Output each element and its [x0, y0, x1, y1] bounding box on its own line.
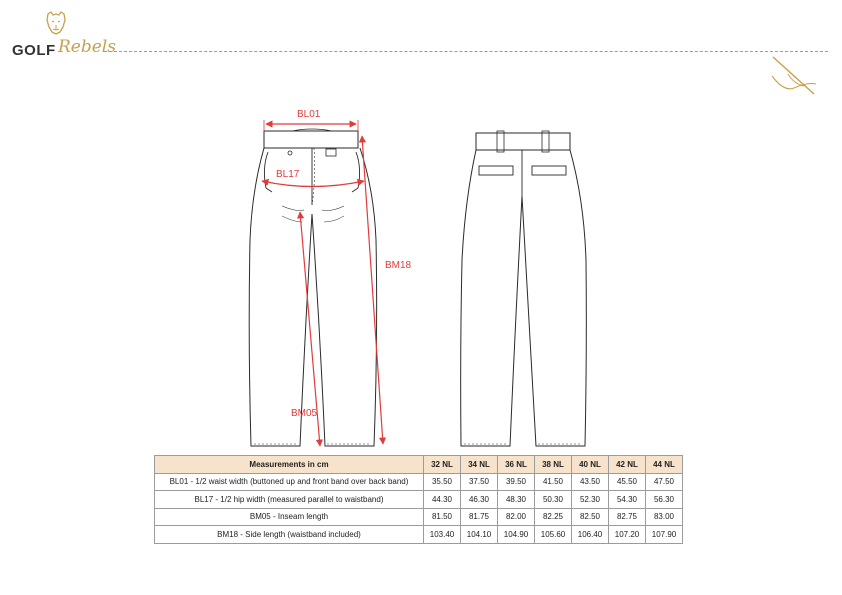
measurement-value: 46.30 [461, 491, 498, 509]
measurement-value: 45.50 [609, 473, 646, 491]
dimension-labels [276, 109, 412, 419]
measurement-value: 43.50 [572, 473, 609, 491]
hip-label: BL17 [276, 169, 300, 180]
back-pocket-left [479, 166, 513, 175]
measurement-value: 54.30 [609, 491, 646, 509]
table-row [155, 473, 683, 491]
size-header: 42 NL [609, 456, 646, 474]
measurement-value: 82.50 [572, 508, 609, 526]
measurement-value: 41.50 [535, 473, 572, 491]
back-waistband [476, 133, 570, 150]
measurement-value: 106.40 [572, 526, 609, 544]
measurement-value: 50.30 [535, 491, 572, 509]
front-waistband [264, 131, 358, 148]
measurement-value: 37.50 [461, 473, 498, 491]
measurement-value: 44.30 [424, 491, 461, 509]
size-header: 40 NL [572, 456, 609, 474]
back-view [461, 131, 587, 446]
back-trouser-outline [461, 150, 587, 446]
measurement-value: 48.30 [498, 491, 535, 509]
front-trouser-outline [249, 148, 376, 446]
size-header: 34 NL [461, 456, 498, 474]
measurement-value: 81.75 [461, 508, 498, 526]
table-row [155, 508, 683, 526]
brand-golf-text: GOLF [12, 42, 56, 59]
measurement-value: 83.00 [646, 508, 683, 526]
table-row [155, 526, 683, 544]
measurement-label: BM05 - Inseam length [155, 508, 424, 526]
measurement-value: 82.75 [609, 508, 646, 526]
measurement-value: 107.20 [609, 526, 646, 544]
measurement-value: 104.10 [461, 526, 498, 544]
table-row [155, 491, 683, 509]
measurement-value: 103.40 [424, 526, 461, 544]
measurement-value: 107.90 [646, 526, 683, 544]
measurement-value: 104.90 [498, 526, 535, 544]
measurement-value: 47.50 [646, 473, 683, 491]
inseam-label: BM05 [291, 408, 318, 419]
measurement-value: 56.30 [646, 491, 683, 509]
brand-rebels-text: Rebels [58, 37, 116, 57]
measurement-value: 52.30 [572, 491, 609, 509]
table-header-row [155, 456, 683, 474]
side-length-label: BM18 [385, 260, 412, 271]
hip-dimension-line [262, 181, 364, 187]
measurement-value: 105.60 [535, 526, 572, 544]
measurement-label: BL17 - 1/2 hip width (measured parallel to waistband) [155, 491, 424, 509]
measurement-value: 39.50 [498, 473, 535, 491]
measurement-value: 35.50 [424, 473, 461, 491]
front-view [249, 129, 376, 446]
waist-label: BL01 [297, 109, 321, 120]
side-length-dimension-line [362, 136, 383, 444]
measurement-value: 81.50 [424, 508, 461, 526]
size-chart-table [154, 455, 683, 544]
measurement-value: 82.00 [498, 508, 535, 526]
size-header: 38 NL [535, 456, 572, 474]
back-pocket-right [532, 166, 566, 175]
size-header: 44 NL [646, 456, 683, 474]
measurement-label: BL01 - 1/2 waist width (buttoned up and front band over back band) [155, 473, 424, 491]
size-header: 32 NL [424, 456, 461, 474]
table-header-measurements: Measurements in cm [155, 456, 424, 474]
size-header: 36 NL [498, 456, 535, 474]
measurement-value: 82.25 [535, 508, 572, 526]
measurement-label: BM18 - Side length (waistband included) [155, 526, 424, 544]
